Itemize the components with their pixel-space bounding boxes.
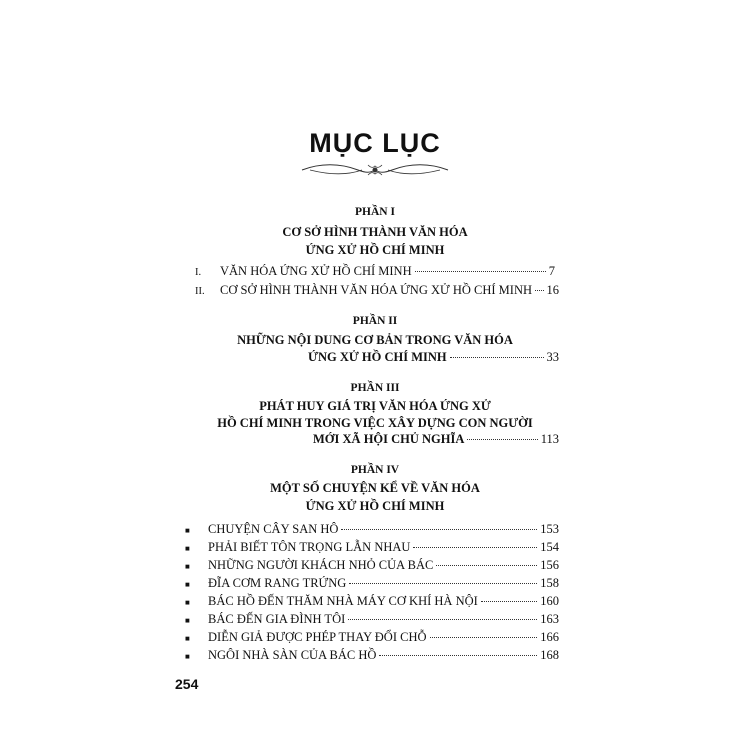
toc-entry-part-2[interactable] (308, 350, 559, 365)
toc-entry[interactable] (195, 283, 559, 298)
dot-leader (413, 546, 537, 548)
toc-entry[interactable] (185, 522, 559, 537)
entry-page: 168 (540, 648, 559, 662)
entry-title: NGÔI NHÀ SÀN CỦA BÁC HỒ (208, 648, 377, 662)
entry-page: 160 (540, 594, 559, 608)
bullet-icon: ■ (185, 580, 190, 589)
toc-entry[interactable] (185, 576, 559, 591)
toc-entry[interactable] (185, 540, 559, 555)
dot-leader (481, 600, 537, 602)
dot-leader (450, 356, 544, 358)
entry-page: 33 (546, 350, 559, 364)
dot-leader (415, 270, 546, 272)
toc-entry[interactable] (185, 612, 559, 627)
entry-page: 16 (546, 283, 559, 297)
part-3-heading-line-1: PHÁT HUY GIÁ TRỊ VĂN HÓA ỨNG XỬ (259, 399, 491, 413)
part-4-label: PHẦN IV (350, 464, 400, 476)
page-number: 254 (175, 676, 199, 692)
entry-title: CƠ SỞ HÌNH THÀNH VĂN HÓA ỨNG XỬ HỒ CHÍ MINH (220, 283, 532, 297)
entry-page: 113 (540, 432, 559, 446)
part-3-heading-line-3: MỚI XÃ HỘI CHỦ NGHĨA (313, 432, 465, 446)
entry-page: 154 (540, 540, 559, 554)
entry-title: NHỮNG NGƯỜI KHÁCH NHỎ CỦA BÁC (208, 558, 434, 572)
toc-entry[interactable] (195, 264, 555, 279)
dot-leader (341, 528, 537, 530)
bullet-icon: ■ (185, 526, 190, 535)
bullet-icon: ■ (185, 562, 190, 571)
part-1-heading-line-1: CƠ SỞ HÌNH THÀNH VĂN HÓA (282, 225, 468, 239)
part-1-label: PHẦN I (355, 206, 395, 218)
dot-leader (379, 654, 537, 656)
entry-title: BÁC ĐẾN GIA ĐÌNH TÔI (208, 612, 346, 626)
toc-entry[interactable] (185, 630, 559, 645)
dot-leader (430, 636, 538, 638)
entry-title: VĂN HÓA ỨNG XỬ HỒ CHÍ MINH (220, 264, 412, 278)
bullet-icon: ■ (185, 652, 190, 661)
entry-number: II. (195, 286, 205, 297)
entry-title: CHUYỆN CÂY SAN HÔ (208, 522, 339, 536)
entry-page: 153 (540, 522, 559, 536)
part-3-label: PHẦN III (350, 382, 400, 394)
entry-page: 156 (540, 558, 559, 572)
entry-title: DIỄN GIẢ ĐƯỢC PHÉP THAY ĐỔI CHỖ (208, 630, 427, 644)
entry-title: ĐĨA CƠM RANG TRỨNG (208, 576, 347, 590)
part-2-label: PHẦN II (352, 315, 398, 327)
entry-page: 7 (548, 264, 555, 278)
dot-leader (348, 618, 537, 620)
dot-leader (535, 289, 544, 291)
entry-page: 163 (540, 612, 559, 626)
entry-number: I. (195, 267, 202, 278)
entry-title: PHẢI BIẾT TÔN TRỌNG LẪN NHAU (208, 540, 411, 554)
dot-leader (436, 564, 537, 566)
part-4-heading-line-1: MỘT SỐ CHUYỆN KỂ VỀ VĂN HÓA (270, 481, 480, 495)
part-3-heading-line-2: HỒ CHÍ MINH TRONG VIỆC XÂY DỰNG CON NGƯỜI (217, 416, 533, 430)
bullet-icon: ■ (185, 634, 190, 643)
ornament-divider-icon (300, 159, 450, 181)
entry-page: 166 (540, 630, 559, 644)
dot-leader (467, 438, 537, 440)
bullet-icon: ■ (185, 544, 190, 553)
toc-entry-part-3[interactable] (313, 432, 559, 447)
part-1-heading-line-2: ỨNG XỬ HỒ CHÍ MINH (305, 243, 445, 257)
bullet-icon: ■ (185, 598, 190, 607)
toc-entry[interactable] (185, 648, 559, 663)
entry-title: BÁC HỒ ĐẾN THĂM NHÀ MÁY CƠ KHÍ HÀ NỘI (208, 594, 478, 608)
bullet-icon: ■ (185, 616, 190, 625)
toc-entry[interactable] (185, 558, 559, 573)
part-2-heading-line-1: NHỮNG NỘI DUNG CƠ BẢN TRONG VĂN HÓA (237, 333, 513, 347)
entry-page: 158 (540, 576, 559, 590)
toc-entry[interactable] (185, 594, 559, 609)
part-4-heading-line-2: ỨNG XỬ HỒ CHÍ MINH (305, 499, 445, 513)
dot-leader (349, 582, 537, 584)
part-2-heading-line-2: ỨNG XỬ HỒ CHÍ MINH (308, 350, 447, 364)
page-title: MỤC LỤC (309, 128, 441, 158)
